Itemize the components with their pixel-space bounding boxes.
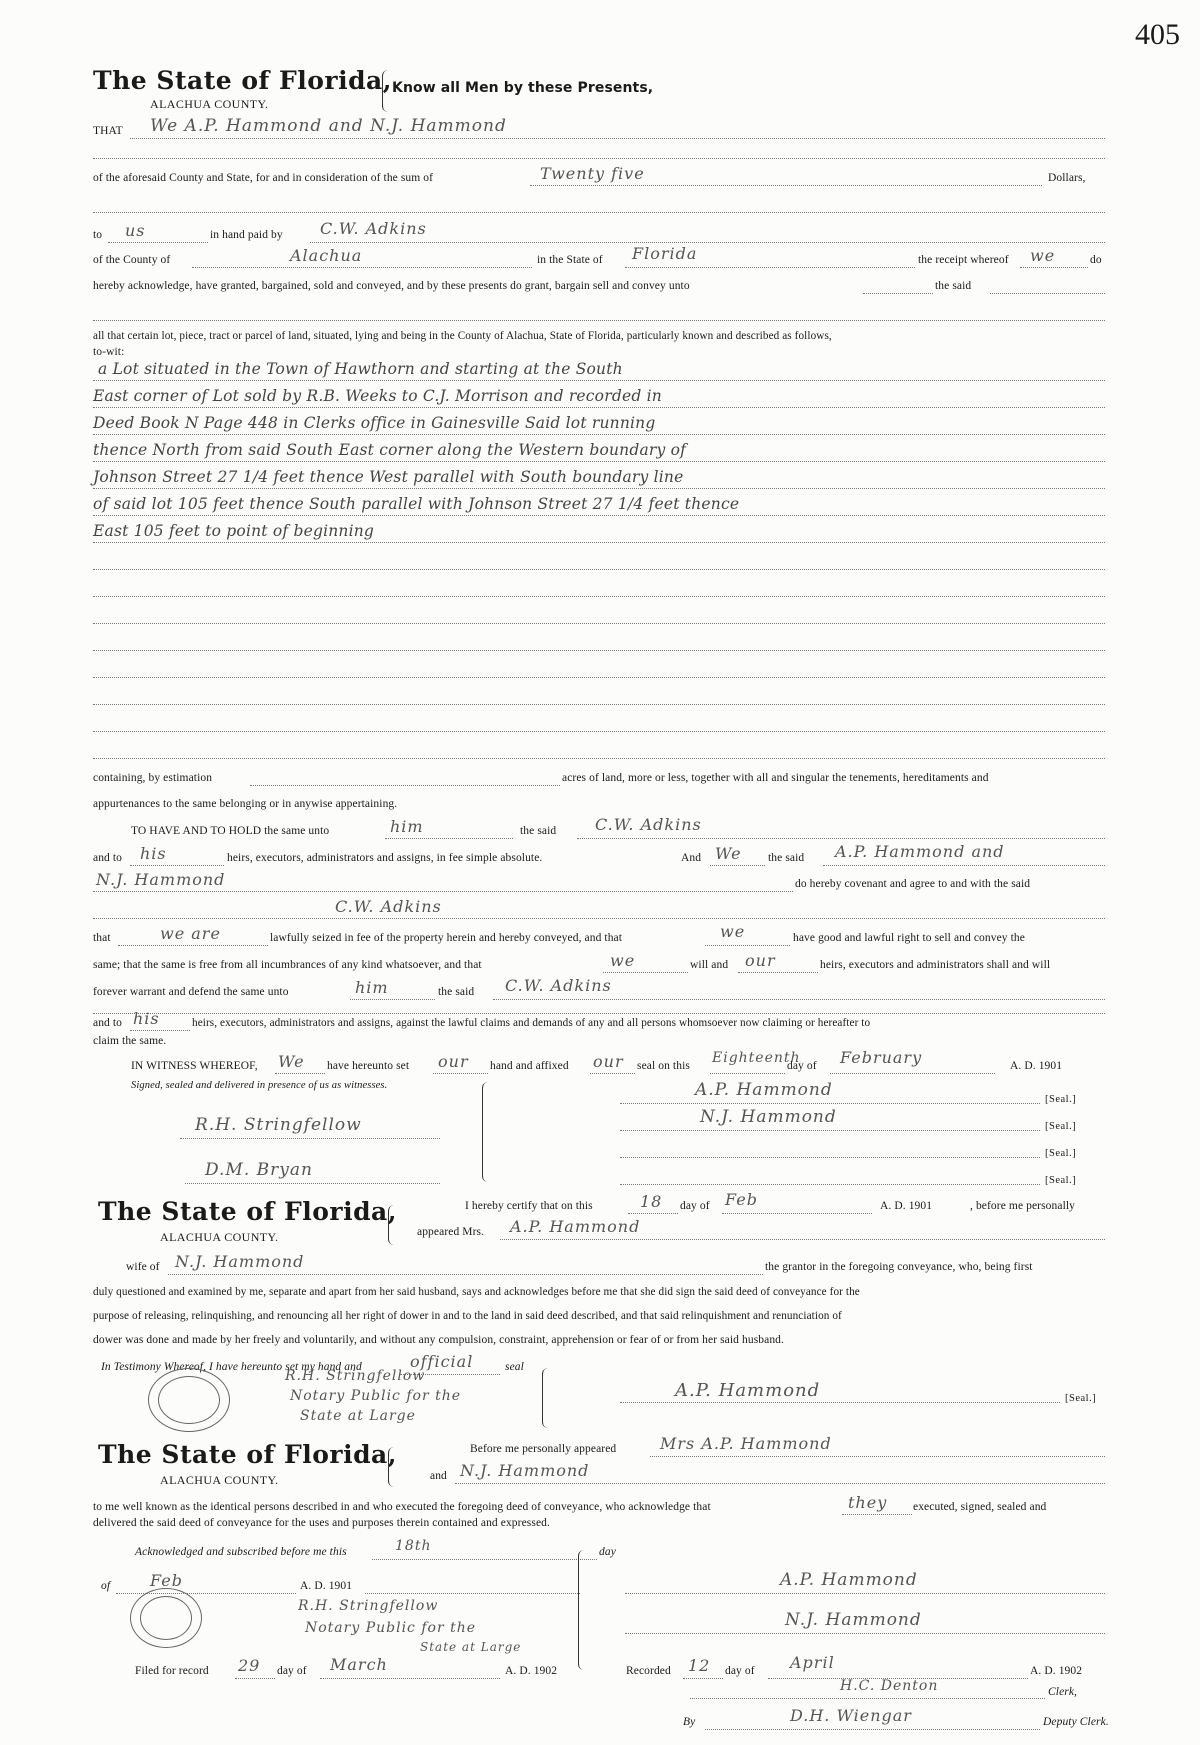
seal-word: seal xyxy=(505,1361,524,1373)
fill-line xyxy=(722,1213,872,1214)
the-said-label: the said xyxy=(520,825,557,837)
grantee-handwritten: C.W. Adkins xyxy=(335,897,442,916)
filed-day-handwritten: 29 xyxy=(238,1656,261,1675)
fill-line xyxy=(625,1593,1105,1594)
fill-line xyxy=(433,1073,488,1074)
fill-line xyxy=(93,380,1105,381)
month-handwritten: Feb xyxy=(150,1571,183,1590)
fill-line xyxy=(1020,267,1088,268)
fill-line xyxy=(705,945,790,946)
we-handwritten: We xyxy=(278,1052,305,1071)
fill-line xyxy=(625,1633,1105,1634)
fill-line xyxy=(93,434,1105,435)
fill-line xyxy=(500,1239,1105,1240)
fill-line xyxy=(738,972,818,973)
state-of-label: in the State of xyxy=(537,254,603,266)
clerk-signature: H.C. Denton xyxy=(840,1678,939,1694)
seal-label: [Seal.] xyxy=(1045,1148,1077,1159)
notary-seal-icon xyxy=(158,1376,220,1424)
fill-line xyxy=(192,267,532,268)
fill-line xyxy=(530,185,1042,186)
person2-handwritten: N.J. Hammond xyxy=(460,1461,590,1480)
fill-line xyxy=(705,1729,1040,1730)
state-title: The State of Florida, xyxy=(98,1440,397,1469)
state-title: The State of Florida, xyxy=(93,66,392,95)
all-that-text: all that certain lot, piece, tract or parcel of land, situated, lying and being in the County of Alachua, State of Florida, particularly known and described as follows, xyxy=(93,330,832,342)
appeared-text: appeared Mrs. xyxy=(417,1226,485,1238)
certify-text: I hereby certify that on this xyxy=(465,1200,593,1212)
notary-title: Notary Public for the xyxy=(290,1388,462,1404)
fill-line xyxy=(620,1184,1040,1185)
of-label: of xyxy=(101,1580,111,1592)
month-handwritten: Feb xyxy=(725,1190,758,1209)
containing-label: containing, by estimation xyxy=(93,772,213,784)
recorded-day-handwritten: 12 xyxy=(688,1656,711,1675)
brace xyxy=(382,70,391,112)
fill-line xyxy=(365,1593,580,1594)
that-label: THAT xyxy=(93,125,123,137)
fill-line xyxy=(372,1559,597,1560)
day-of-label: day of xyxy=(787,1060,817,1072)
seal-label: [Seal.] xyxy=(1065,1393,1097,1404)
ack-signature-1: A.P. Hammond xyxy=(780,1570,918,1590)
signed-sealed-text: Signed, sealed and delivered in presence of us as witnesses. xyxy=(131,1080,388,1091)
know-all-heading: Know all Men by these Presents, xyxy=(392,80,654,96)
receipt-handwritten: we xyxy=(1030,246,1056,265)
ad-label: A. D. 1901 xyxy=(300,1580,353,1592)
day-handwritten: Eighteenth xyxy=(712,1050,801,1066)
fill-line xyxy=(93,596,1105,597)
fill-line xyxy=(108,242,208,243)
fill-line xyxy=(250,785,560,786)
hereby-acknowledge-text: hereby acknowledge, have granted, bargained, sold and conveyed, and by these presents do grant, bargain sell and convey unto xyxy=(93,280,690,292)
we-handwritten: we xyxy=(610,951,636,970)
description-line: Deed Book N Page 448 in Clerks office in Gainesville Said lot running xyxy=(93,414,656,432)
fill-line xyxy=(93,212,1105,213)
dower-signature: A.P. Hammond xyxy=(675,1380,821,1401)
the-said-label: the said xyxy=(935,280,972,292)
clerk-label: Clerk, xyxy=(1048,1686,1078,1698)
claim-text: claim the same. xyxy=(93,1035,167,1047)
recorded-label: Recorded xyxy=(626,1665,671,1677)
seal-label: [Seal.] xyxy=(1045,1121,1077,1132)
fill-line xyxy=(93,515,1105,516)
signature-2: N.J. Hammond xyxy=(700,1107,837,1127)
same-free-text: same; that the same is free from all incumbrances of any kind whatsoever, and that xyxy=(93,959,482,971)
fill-line xyxy=(168,1274,763,1275)
husband-handwritten: N.J. Hammond xyxy=(175,1252,305,1271)
notary-seal-icon xyxy=(140,1596,192,1640)
fill-line xyxy=(590,1073,635,1074)
sum-handwritten: Twenty five xyxy=(540,164,645,183)
fill-line xyxy=(93,704,1105,705)
official-handwritten: official xyxy=(410,1352,474,1371)
testimony-text: In Testimony Whereof, I have hereunto set my hand and xyxy=(101,1361,362,1373)
fill-line xyxy=(235,1678,275,1679)
to-handwritten: us xyxy=(125,221,146,240)
state-title: The State of Florida, xyxy=(98,1197,397,1226)
our-handwritten: our xyxy=(745,951,776,970)
person1-handwritten: Mrs A.P. Hammond xyxy=(660,1434,832,1453)
fill-line xyxy=(93,731,1105,732)
his-handwritten: his xyxy=(133,1009,160,1028)
seal-this-text: seal on this xyxy=(637,1060,690,1072)
fill-line xyxy=(93,891,793,892)
description-line: thence North from said South East corner along the Western boundary of xyxy=(93,441,687,459)
day-of-label: day of xyxy=(725,1665,755,1677)
fill-line xyxy=(690,1698,1045,1699)
fill-line xyxy=(863,293,933,294)
ack-text: delivered the said deed of conveyance for the uses and purposes therein contained and expressed. xyxy=(93,1517,550,1529)
dower-text: purpose of releasing, relinquishing, and renouncing all her right of dower in and to the land in said deed described, and that said relinquishment and renunciation of xyxy=(93,1310,842,1322)
to-have-text: TO HAVE AND TO HOLD the same unto xyxy=(131,825,330,837)
fill-line xyxy=(275,1073,325,1074)
dollars-label: Dollars, xyxy=(1048,172,1086,184)
fill-line xyxy=(990,293,1105,294)
fill-line xyxy=(180,1138,440,1139)
fill-line xyxy=(93,542,1105,543)
fill-line xyxy=(620,1103,1040,1104)
brace xyxy=(388,1447,397,1487)
notary-title: State at Large xyxy=(420,1640,522,1654)
the-said-label: the said xyxy=(438,986,475,998)
fill-line xyxy=(130,1030,190,1031)
fill-line xyxy=(93,569,1105,570)
hand-affixed-text: hand and affixed xyxy=(490,1060,569,1072)
fill-line xyxy=(710,1073,785,1074)
brace xyxy=(482,1082,491,1182)
to-label: to xyxy=(93,229,103,241)
fill-line xyxy=(93,461,1105,462)
before-me-text: , before me personally xyxy=(970,1200,1076,1212)
county-label: ALACHUA COUNTY. xyxy=(160,1230,279,1244)
grantee-handwritten: C.W. Adkins xyxy=(595,815,702,834)
description-line: of said lot 105 feet thence South parallel with Johnson Street 27 1/4 feet thence xyxy=(93,495,740,513)
fill-line xyxy=(93,158,1105,159)
grantors-handwritten: N.J. Hammond xyxy=(96,870,226,889)
fill-line xyxy=(620,1402,1060,1403)
we-handwritten: We xyxy=(715,844,742,863)
unto-handwritten: him xyxy=(390,817,424,836)
and-label: and xyxy=(430,1470,447,1482)
day-label: day xyxy=(599,1546,616,1558)
fill-line xyxy=(683,1678,723,1679)
fill-line xyxy=(710,865,765,866)
heirs-text: heirs, executors and administrators shall and will xyxy=(820,959,1051,971)
him-handwritten: him xyxy=(355,978,389,997)
fill-line xyxy=(842,1514,912,1515)
county-handwritten: Alachua xyxy=(290,246,363,265)
state-handwritten: Florida xyxy=(632,244,698,263)
fill-line xyxy=(310,242,1105,243)
fill-line xyxy=(577,838,1105,839)
deputy-signature: D.H. Wiengar xyxy=(790,1706,912,1725)
dower-text: dower was done and made by her freely and voluntarily, and without any compulsion, constraint, apprehension or fear of or from her said husband. xyxy=(93,1334,785,1346)
fill-line xyxy=(620,1130,1040,1131)
we-are-handwritten: we are xyxy=(160,924,221,943)
his-handwritten: his xyxy=(140,844,167,863)
fill-line xyxy=(93,677,1105,678)
seal-label: [Seal.] xyxy=(1045,1175,1077,1186)
ack-text: to me well known as the identical persons described in and who executed the foregoing deed of conveyance, who acknowledge that xyxy=(93,1501,711,1513)
dower-text: duly questioned and examined by me, separate and apart from her said husband, says and acknowledges before me that she did sign the said deed of conveyance for the xyxy=(93,1286,860,1298)
ad-label: A. D. 1902 xyxy=(1030,1665,1083,1677)
wife-of-label: wife of xyxy=(126,1261,160,1273)
county-of-label: of the County of xyxy=(93,254,171,266)
and-label: And xyxy=(681,852,702,864)
fill-line xyxy=(620,1157,1040,1158)
the-said-label: the said xyxy=(768,852,805,864)
notary-title: State at Large xyxy=(300,1408,416,1424)
day-handwritten: 18 xyxy=(640,1192,663,1211)
fill-line xyxy=(603,972,688,973)
ad-label: A. D. 1901 xyxy=(1010,1060,1063,1072)
consideration-text: of the aforesaid County and State, for and in consideration of the sum of xyxy=(93,172,434,184)
fill-line xyxy=(320,1678,500,1679)
fill-line xyxy=(628,1213,678,1214)
ad-label: A. D. 1901 xyxy=(880,1200,933,1212)
brace xyxy=(542,1368,551,1428)
that-label: that xyxy=(93,932,111,944)
payer-handwritten: C.W. Adkins xyxy=(320,219,427,238)
description-line: East 105 feet to point of beginning xyxy=(93,522,375,540)
have-set-text: have hereunto set xyxy=(327,1060,410,1072)
paid-by-label: in hand paid by xyxy=(210,229,283,241)
and-to-label: and to xyxy=(93,852,123,864)
ack-signature-2: N.J. Hammond xyxy=(785,1610,922,1630)
day-of-label: day of xyxy=(680,1200,710,1212)
forever-text: forever warrant and defend the same unto xyxy=(93,986,289,998)
fill-line xyxy=(93,407,1105,408)
will-and-label: will and xyxy=(690,959,729,971)
signature-1: A.P. Hammond xyxy=(695,1080,833,1100)
before-me-text: Before me personally appeared xyxy=(470,1443,617,1455)
our-handwritten: our xyxy=(438,1052,469,1071)
fill-line xyxy=(93,488,1105,489)
to-wit-label: to-wit: xyxy=(93,346,125,358)
fill-line xyxy=(130,138,1105,139)
fill-line xyxy=(830,1073,995,1074)
recorded-month-handwritten: April xyxy=(790,1653,835,1672)
ack-text: executed, signed, sealed and xyxy=(913,1501,1047,1513)
brace xyxy=(578,1550,587,1670)
witness2-signature: D.M. Bryan xyxy=(205,1160,313,1180)
witness1-signature: R.H. Stringfellow xyxy=(195,1115,362,1135)
description-line: East corner of Lot sold by R.B. Weeks to C.J. Morrison and recorded in xyxy=(93,387,662,405)
fill-line xyxy=(493,999,1105,1000)
day-of-label: day of xyxy=(277,1665,307,1677)
covenant-text: do hereby covenant and agree to and with the said xyxy=(795,878,1031,890)
fill-line xyxy=(350,999,435,1000)
fill-line xyxy=(93,1013,1105,1014)
fill-line xyxy=(455,1483,1105,1484)
brace xyxy=(388,1205,397,1245)
notary-signature: R.H. Stringfellow xyxy=(298,1598,439,1614)
appurtenances-text: appurtenances to the same belonging or in anywise appertaining. xyxy=(93,798,398,810)
acres-text: acres of land, more or less, together with all and singular the tenements, hereditaments and xyxy=(562,772,989,784)
seized-text: lawfully seized in fee of the property herein and hereby conveyed, and that xyxy=(270,932,623,944)
deputy-clerk-label: Deputy Clerk. xyxy=(1043,1716,1109,1728)
fill-line xyxy=(385,838,513,839)
by-label: By xyxy=(683,1716,696,1728)
seal-label: [Seal.] xyxy=(1045,1094,1077,1105)
fill-line xyxy=(93,918,1105,919)
description-line: a Lot situated in the Town of Hawthorn and starting at the South xyxy=(98,360,623,378)
description-line: Johnson Street 27 1/4 feet thence West parallel with South boundary line xyxy=(93,468,684,486)
fill-line xyxy=(93,320,1105,321)
grantor-text: the grantor in the foregoing conveyance, who, being first xyxy=(765,1261,1033,1273)
day-handwritten: 18th xyxy=(395,1538,432,1554)
filed-label: Filed for record xyxy=(135,1665,209,1677)
we-handwritten: we xyxy=(720,922,746,941)
good-right-text: have good and lawful right to sell and convey the xyxy=(793,932,1025,944)
fill-line xyxy=(823,865,1105,866)
county-label: ALACHUA COUNTY. xyxy=(150,97,269,111)
do-label: do xyxy=(1090,254,1102,266)
fill-line xyxy=(93,650,1105,651)
receipt-label: the receipt whereof xyxy=(918,254,1009,266)
ad-label: A. D. 1902 xyxy=(505,1665,558,1677)
page-number: 405 xyxy=(1135,18,1180,51)
heirs-text: heirs, executors, administrators and assigns, against the lawful claims and demands of any and all persons whomsoever now claiming or hereafter to xyxy=(192,1017,871,1029)
acknowledged-text: Acknowledged and subscribed before me this xyxy=(135,1546,347,1558)
mrs-handwritten: A.P. Hammond xyxy=(510,1217,641,1236)
fill-line xyxy=(93,623,1105,624)
grantee-handwritten: C.W. Adkins xyxy=(505,976,612,995)
county-label: ALACHUA COUNTY. xyxy=(160,1473,279,1487)
filed-month-handwritten: March xyxy=(330,1655,388,1674)
and-to-label: and to xyxy=(93,1017,123,1029)
fill-line xyxy=(650,1456,1105,1457)
in-witness-label: IN WITNESS WHEREOF, xyxy=(131,1060,258,1072)
month-handwritten: February xyxy=(840,1048,923,1067)
fill-line xyxy=(130,865,224,866)
our-handwritten: our xyxy=(593,1052,624,1071)
grantors-handwritten: We A.P. Hammond and N.J. Hammond xyxy=(150,116,507,136)
fill-line xyxy=(93,758,1105,759)
they-handwritten: they xyxy=(848,1493,888,1512)
notary-title: Notary Public for the xyxy=(305,1620,477,1636)
grantors-handwritten: A.P. Hammond and xyxy=(835,842,1005,861)
fill-line xyxy=(118,945,268,946)
notary-signature: R.H. Stringfellow xyxy=(285,1368,426,1384)
fill-line xyxy=(625,267,915,268)
heirs-text: heirs, executors, administrators and assigns, in fee simple absolute. xyxy=(227,852,543,864)
fill-line xyxy=(185,1183,440,1184)
